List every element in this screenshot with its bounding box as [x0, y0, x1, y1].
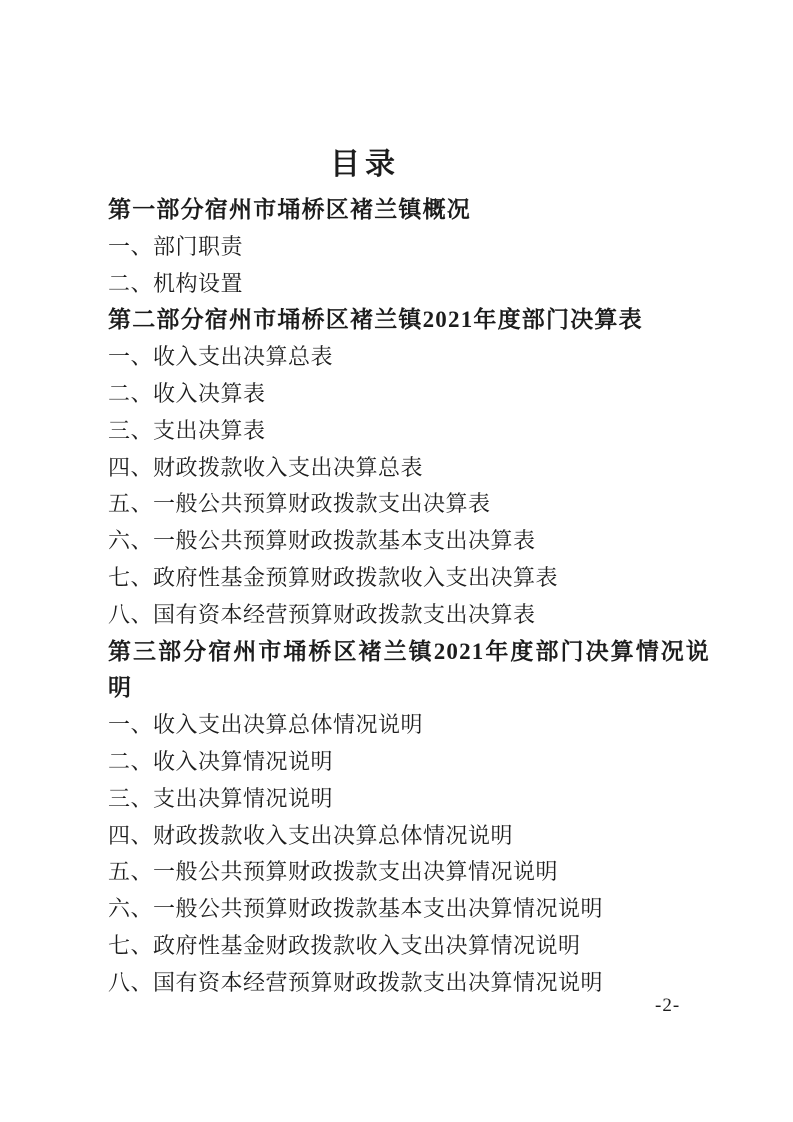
- section-heading: 第二部分宿州市埇桥区褚兰镇2021年度部门决算表: [108, 307, 643, 333]
- toc-item: 一、收入支出决算总表: [108, 344, 334, 370]
- toc-item: 七、政府性基金财政拨款收入支出决算情况说明: [108, 932, 581, 958]
- toc-item: 四、财政拨款收入支出决算总体情况说明: [108, 822, 514, 848]
- toc-item: 二、收入决算表: [108, 380, 266, 406]
- toc-item: 二、收入决算情况说明: [108, 748, 334, 774]
- toc-item: 六、一般公共预算财政拨款基本支出决算情况说明: [108, 896, 604, 922]
- toc-item: 五、一般公共预算财政拨款支出决算情况说明: [108, 859, 559, 885]
- toc-item: 三、支出决算表: [108, 417, 266, 443]
- toc-section-1: [108, 192, 710, 302]
- section-heading: 第三部分宿州市埇桥区褚兰镇2021年度部门决算情况说明: [108, 638, 710, 701]
- toc-content: [108, 145, 710, 1002]
- toc-item: 一、收入支出决算总体情况说明: [108, 712, 424, 738]
- toc-item: 八、国有资本经营预算财政拨款支出决算情况说明: [108, 969, 604, 995]
- toc-item: 四、财政拨款收入支出决算总表: [108, 454, 424, 480]
- section-heading: 第一部分宿州市埇桥区褚兰镇概况: [108, 197, 471, 222]
- toc-item: 二、机构设置: [108, 270, 244, 296]
- toc-item: 八、国有资本经营预算财政拨款支出决算表: [108, 601, 536, 627]
- toc-item: 七、政府性基金预算财政拨款收入支出决算表: [108, 564, 559, 590]
- toc-item: 三、支出决算情况说明: [108, 785, 334, 811]
- toc-section-3: [108, 634, 710, 1002]
- toc-item: 六、一般公共预算财政拨款基本支出决算表: [108, 528, 536, 554]
- page-number: -2-: [655, 995, 681, 1016]
- toc-section-2: [108, 302, 710, 633]
- toc-item: 一、部门职责: [108, 233, 244, 259]
- doc-title: 目录: [330, 148, 400, 181]
- toc-item: 五、一般公共预算财政拨款支出决算表: [108, 491, 491, 517]
